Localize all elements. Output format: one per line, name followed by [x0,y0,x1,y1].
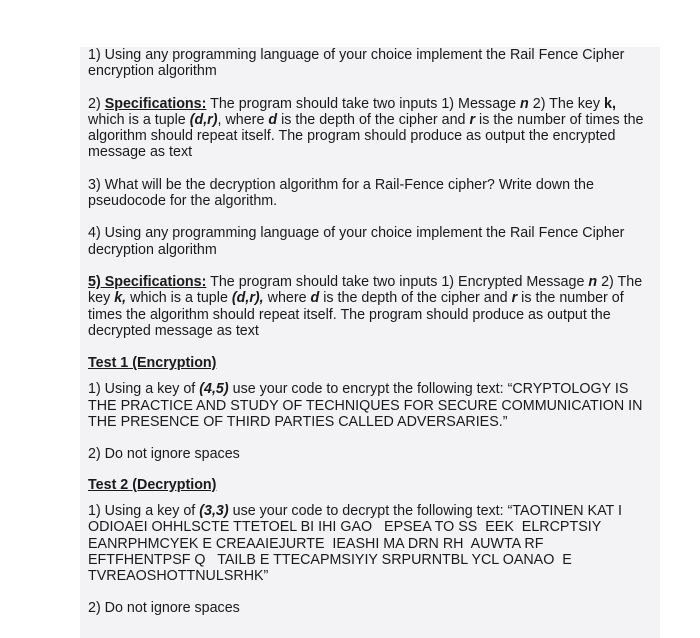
test-1-heading: Test 1 (Encryption) [88,355,217,372]
item-4: 4) Using any programming language of your choice implement the Rail Fence Cipher decryption algorithm [88,225,625,258]
test-2-item-2: 2) Do not ignore spaces [88,600,240,617]
test-1-item-1: 1) Using a key of (4,5) use your code to encrypt the following text: “CRYPTOLOGY IS THE PRACTICE AND STUDY OF TECHNIQUES FOR SECURE COMMUNICATION IN THE PRESENCE OF THIRD PARTIES CALLED ADVERSARIES.” [88,381,643,431]
test-1-item-2: 2) Do not ignore spaces [88,446,240,463]
test-2-heading: Test 2 (Decryption) [88,476,217,493]
item-2-specifications: 2) Specifications: The program should take two inputs 1) Message n 2) The key k, which is a tuple (d,r), where d is the depth of the cipher and r is the number of times the algorithm should repeat itself. The program should produce as output the encrypted message as text [88,95,644,161]
item-3: 3) What will be the decryption algorithm for a Rail-Fence cipher? Write down the pseudocode for the algorithm. [88,176,594,210]
document-content [88,47,660,633]
specifications-label: Specifications: [104,95,207,112]
item-1: 1) Using any programming language of your choice implement the Rail Fence Cipher encryption algorithm [88,47,625,80]
test-2-item-1: 1) Using a key of (3,3) use your code to decrypt the following text: “TAOTINEN KAT I ODIOAEI OHHLSCTE TTETOEL BI IHI GAO EPSEA TO SS EEK ELRCPTSIY EANRPHMCYEK E CREAAIEJURTE IEASHI MA DRN RH AUWTA RF EFTFHENTPSF Q TAILB E TTECAPMSIYIY SRPURNTBL YCL OANAO E TVREAOSHOTTNULSRHK” [88,502,622,585]
item-5-specifications: 5) Specifications: The program should take two inputs 1) Encrypted Message n 2) The key k, which is a tuple (d,r), where d is the depth of the cipher and r is the number of times the algorithm should repeat itself. The program should produce as output the decrypted message as text [88,273,643,339]
specifications-label: Specifications: [100,273,207,290]
